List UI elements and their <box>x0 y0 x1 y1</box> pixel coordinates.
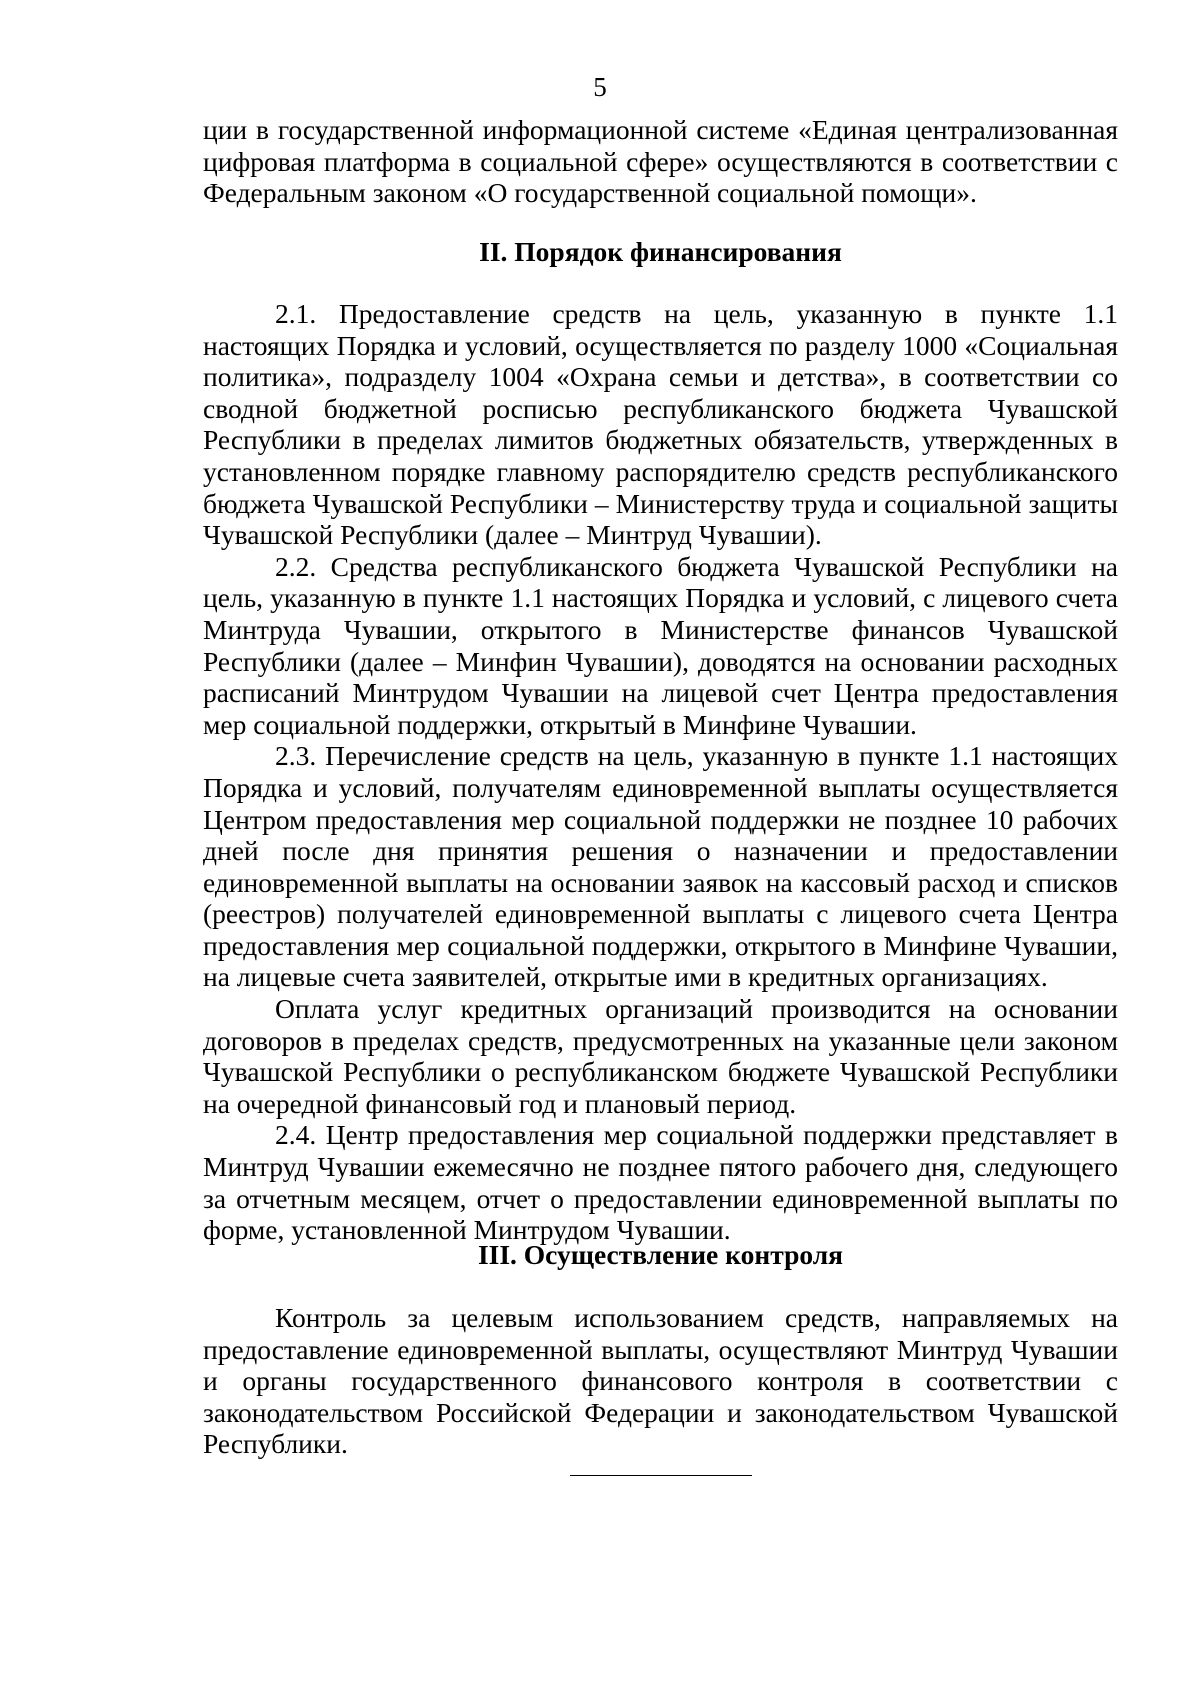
paragraph-2-3: 2.3. Перечисление средств на цель, указанную в пункте 1.1 настоящих Порядка и условий, получателям единовременной выплаты осуществляется Центром предоставления мер социальной поддержки не позднее 10 рабочих дней после дня принятия решения о назначении и предоставлении единовременной выплаты на основании заявок на кассовый расход и списков (реестров) получателей единовременной выплаты с лицевого счета Центра предоставления мер социальной поддержки, открытого в Минфине Чувашии, на лицевые счета заявителей, открытые ими в кредитных организациях. <box>203 740 1118 993</box>
section-2-body <box>203 298 1118 1246</box>
section-3-body <box>203 1302 1118 1460</box>
paragraph-2-2: 2.2. Средства республиканского бюджета Чувашской Республики на цель, указанную в пункте 1.1 настоящих Порядка и условий, с лицевого счета Минтруда Чувашии, открытого в Министерстве финансов Чувашской Республики (далее – Минфин Чувашии), доводятся на основании расходных расписаний Минтрудом Чувашии на лицевой счет Центра предоставления мер социальной поддержки, открытый в Минфине Чувашии. <box>203 550 1118 740</box>
section-3-title: III. Осуществление контроля <box>477 1239 844 1270</box>
paragraph-2-3-payment: Оплата услуг кредитных организаций производится на основании договоров в пределах средств, предусмотренных на указанные цели законом Чувашской Республики о республиканском бюджете Чувашской Республики на очередной финансовый год и плановый период. <box>203 993 1118 1119</box>
intro-paragraph: ции в государственной информационной системе «Единая централизованная цифровая платформа в социальной сфере» осуществляются в соответствии с Федеральным законом «О государственной социальной помощи». <box>203 114 1118 209</box>
page-number: 5 <box>593 72 607 102</box>
paragraph-2-4: 2.4. Центр предоставления мер социальной поддержки представляет в Минтруд Чувашии ежемесячно не позднее пятого рабочего дня, следующего за отчетным месяцем, отчет о предоставлении единовременной выплаты по форме, установленной Минтрудом Чувашии. <box>203 1119 1118 1246</box>
paragraph-2-1: 2.1. Предоставление средств на цель, указанную в пункте 1.1 настоящих Порядка и условий, осуществляется по разделу 1000 «Социальная политика», подразделу 1004 «Охрана семьи и детства», в соответствии со сводной бюджетной росписью республиканского бюджета Чувашской Республики в пределах лимитов бюджетных обязательств, утвержденных в установленном порядке главному распорядителю средств республиканского бюджета Чувашской Республики – Министерству труда и социальной защиты Чувашской Республики (далее – Минтруд Чувашии). <box>203 298 1118 551</box>
paragraph-3-1: Контроль за целевым использованием средств, направляемых на предоставление единовременной выплаты, осуществляют Минтруд Чувашии и органы государственного финансового контроля в соответствии с законодательством Российской Федерации и законодательством Чувашской Республики. <box>203 1302 1118 1460</box>
intro-block <box>203 114 1118 209</box>
section-2-title: II. Порядок финансирования <box>479 236 842 267</box>
end-divider <box>570 1475 752 1476</box>
